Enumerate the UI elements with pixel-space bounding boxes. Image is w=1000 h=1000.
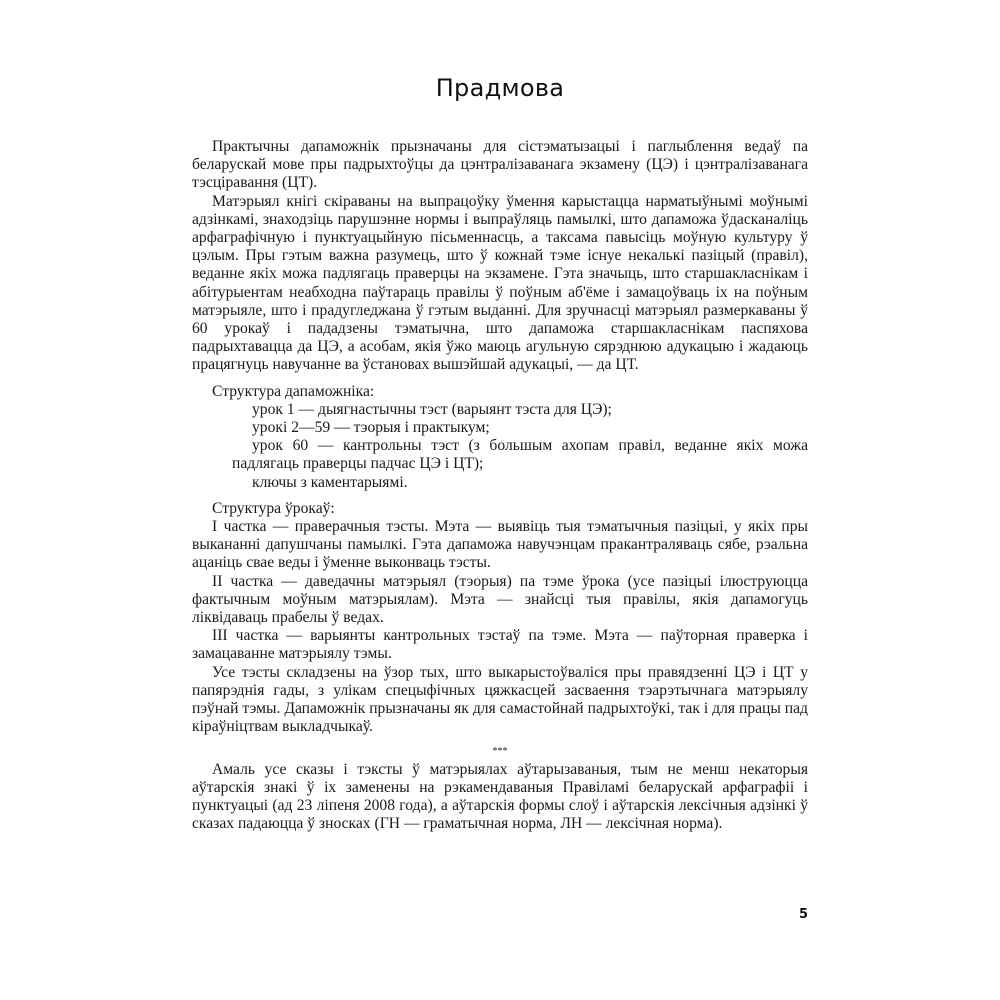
lessons-part-1: I частка — праверачныя тэсты. Мэта — выявіць тыя тэматычныя пазіцыі, у якіх пры выкананні дапушчаны памылкі. Гэта дапаможа навучэнцам пракантраляваць сябе, рэальна ацаніць свае веды і ўменне выконваць тэсты. [192, 518, 808, 572]
intro-paragraph-1: Практычны дапаможнік прызначаны для сістэматызацыі і паглыблення ведаў па беларускай мове пры падрыхтоўцы да цэнтралізаванага экзамену (ЦЭ) і цэнтралізаванага тэсціравання (ЦТ). [192, 138, 808, 192]
lessons-part-2: II частка — даведачны матэрыял (тэорыя) па тэме ўрока (усе пазіцыі ілюструюцца фактычным моўным матэрыялам). Мэта — знайсці тыя правілы, якія дапамогуць ліквідаваць прабелы ў ведах. [192, 572, 808, 627]
section-separator: *** [492, 745, 508, 757]
closing-paragraph: Амаль усе сказы і тэксты ў матэрыялах аўтарызаваныя, тым не менш некаторыя аўтарскія знакі ў іх заменены на рэкамендаваныя Правіламі беларускай арфаграфіі і пунктуацыі (ад 23 ліпеня 2008 года), а аўтарскія формы слоў і аўтарскія лексічныя адзінкі ў сказах падаюцца ў зносках (ГН — граматычная норма, ЛН — лексічная норма). [192, 760, 808, 833]
structure-item-3: урок 60 — кантрольны тэст (з большым ахопам правіл, веданне якіх можа падлягаць праверцы падчас ЦЭ і ЦТ); [232, 437, 808, 473]
body-text [192, 138, 808, 833]
intro-paragraph-2: Матэрыял кнігі скіраваны на выпрацоўку ўмення карыстацца нарматыўнымі моўнымі адзінкамі, знаходзіць парушэнне нормы і выпраўляць памылкі, што дапаможа ўдасканаліць арфаграфічную і пунктуацыйную пісьменнасць, а таксама павысіць моўную культуру ў цэлым. Пры гэтым важна разумець, што ў кожнай тэме існуе некалькі пазіцый (правіл), веданне якіх можа падлягаць праверцы на экзамене. Гэта значыць, што старшакласнікам і абітурыентам неабходна паўтараць правілы ў поўным аб'ёме і замацоўваць іх на поўным матэрыяле, што і прадугледжана ў гэтым выданні. Для зручнасці матэрыял размеркаваны ў 60 урокаў і пададзены тэматычна, што дапаможа старшакласнікам паспяхова падрыхтавацца да ЦЭ, а асобам, якія ўжо маюць агульную сярэднюю адукацыю і жадаюць працягнуць навучанне ва ўстановах вышэйшай адукацыі, — да ЦТ. [192, 192, 808, 374]
lessons-part-3: III частка — варыянты кантрольных тэстаў па тэме. Мэта — паўторная праверка і замацаванне матэрыялу тэмы. [192, 627, 808, 663]
page-title: Прадмова [435, 74, 565, 102]
structure-item-1: урок 1 — дыягнастычны тэст (варыянт тэста для ЦЭ); [252, 400, 612, 418]
structure-heading: Структура дапаможніка: [212, 382, 375, 400]
page-number: 5 [798, 907, 808, 922]
lessons-heading: Структура ўрокаў: [212, 499, 335, 517]
structure-item-4: ключы з каментарыямі. [252, 473, 408, 491]
tests-note: Усе тэсты складзены на ўзор тых, што выкарыстоўваліся пры правядзенні ЦЭ і ЦТ у папярэднія гады, з улікам спецыфічных цяжкасцей засваення тэарэтычнага матэрыялу пэўнай тэмы. Дапаможнік прызначаны як для самастойнай падрыхтоўкі, так і для працы пад кіраўніцтвам выкладчыкаў. [192, 663, 808, 736]
structure-item-2: урокі 2—59 — тэорыя і практыкум; [252, 419, 490, 437]
